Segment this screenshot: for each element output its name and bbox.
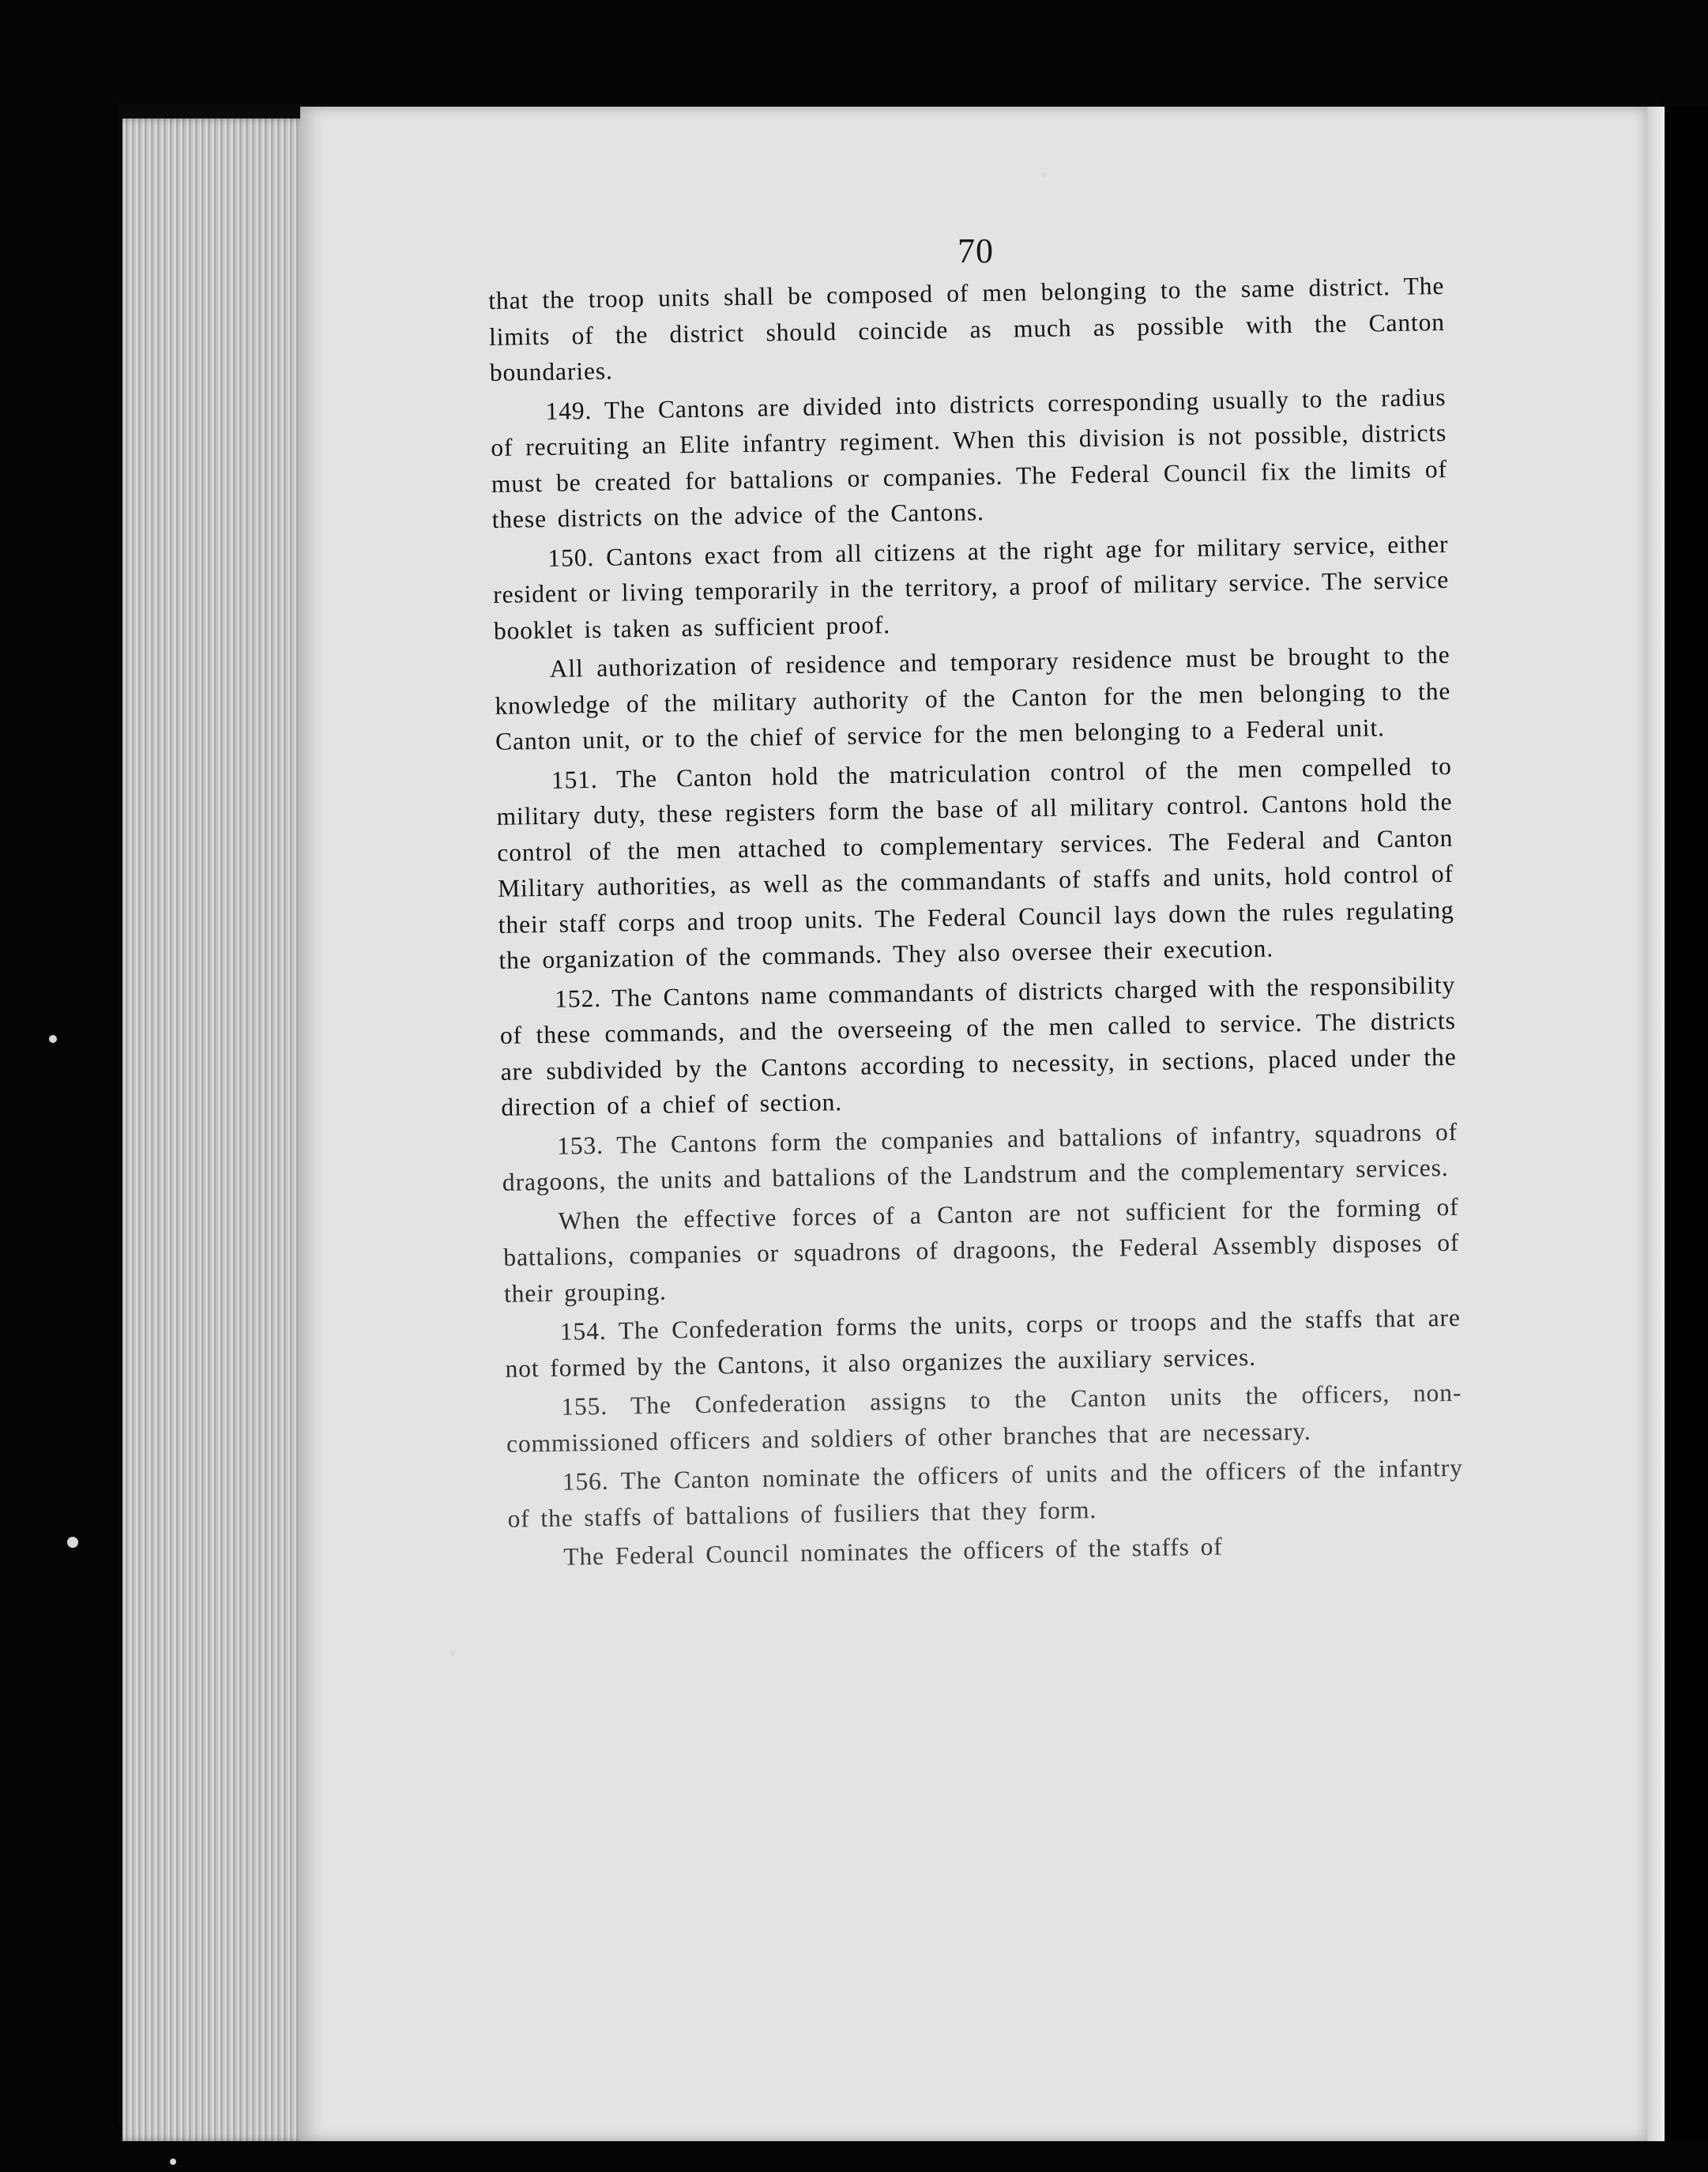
paragraph-authorization: All authorization of residence and temporary residence must be brought to the knowledge of the military authority of the Canton for the men belonging to the Canton unit, or to the chief of service for the men belonging to a Federal unit. [495, 640, 1451, 755]
paragraph-152: 152. The Cantons name commandants of districts charged with the responsibility of these commands, and the overseeing of the men called to service. The districts are subdivided by the Cantons according to necessity, in sections, placed under the direction of a chief of section. [499, 970, 1457, 1121]
paragraph-continuation: that the troop units shall be composed of men belonging to the same district. The limits of the district should coincide as much as possible with the Canton boundaries. [488, 271, 1446, 386]
paragraph-154: 154. The Confederation forms the units, corps or troops and the staffs that are not formed by the Cantons, it also organizes the auxiliary services. [505, 1303, 1461, 1383]
paragraph-federal-council: The Federal Council nominates the officers of the staffs of [563, 1532, 1223, 1571]
dust-speck [49, 1035, 57, 1043]
paragraph-153: 153. The Cantons form the companies and battalions of infantry, squadrons of dragoons, the units and battalions of the Landstrum and the complementary services. [502, 1117, 1458, 1196]
page-number: 70 [957, 232, 994, 270]
paragraph-151: 151. The Canton hold the matriculation control of the men compelled to military duty, these registers form the base of all military control. Cantons hold the control of the men attached to complementary services. The Federal and Canton Military authorities, as well as the commandants of staffs and units, hold control of their staff corps and troop units. The Federal Council lays down the rules regulating the organization of the commands. They also oversee their execution. [496, 751, 1454, 974]
paragraph-156: 156. The Canton nominate the officers of units and the officers of the infantry of the staffs of battalions of fusiliers that they form. [507, 1453, 1463, 1533]
dust-speck [67, 1537, 78, 1548]
paragraph-150: 150. Cantons exact from all citizens at the right age for military service, either resident or living temporarily in the territory, a proof of military service. The service booklet is taken as sufficient proof. [492, 529, 1450, 645]
right-page-edge [1647, 107, 1665, 2141]
dust-speck [1041, 172, 1046, 177]
paragraph-149: 149. The Cantons are divided into districts corresponding usually to the radius of recruiting an Elite infantry regiment. When this division is not possible, districts must be created for battalions or companies. The Federal Council fix the limits of these districts on the advice of the Cantons. [491, 382, 1448, 533]
paragraph-effective-forces: When the effective forces of a Canton are not sufficient for the forming of battalions, companies or squadrons of dragoons, the Federal Assembly disposes of their grouping. [503, 1192, 1460, 1308]
page-edges [122, 119, 308, 2141]
right-dark-border [1665, 107, 1708, 2141]
paragraph-155: 155. The Confederation assigns to the Canton units the officers, non-commissioned officers and soldiers of other branches that are necessary. [506, 1378, 1462, 1458]
body-text [488, 268, 1465, 1579]
dust-speck [170, 2159, 176, 2165]
dust-speck [450, 1651, 455, 1656]
